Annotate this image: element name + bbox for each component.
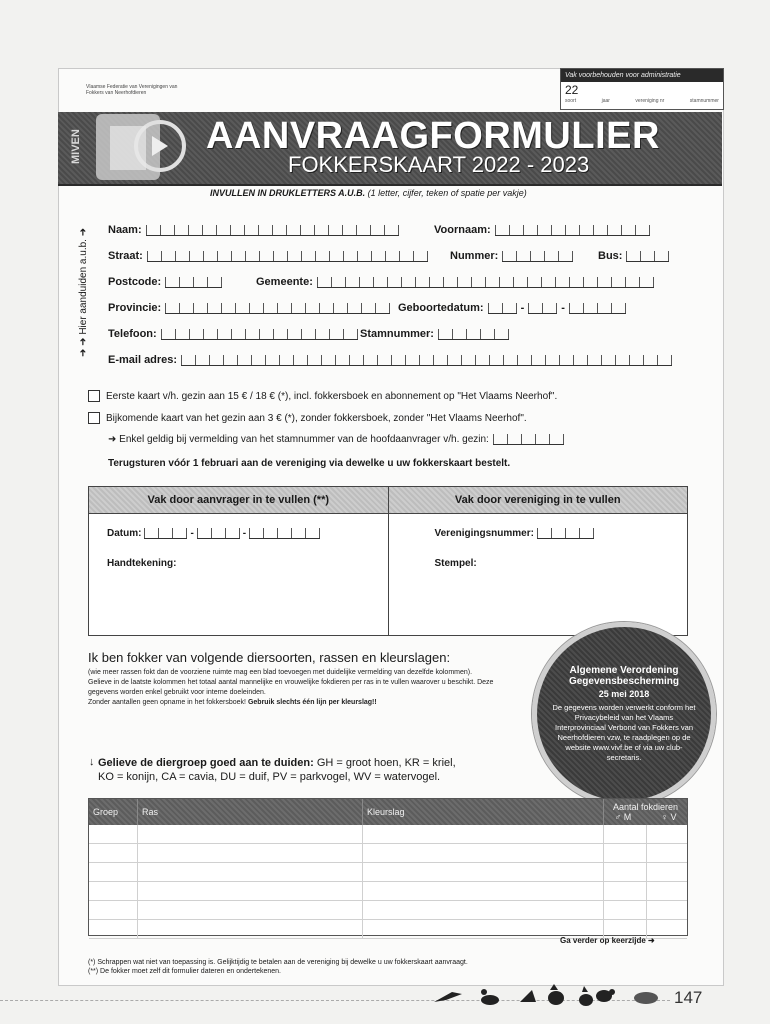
- bus-label: Bus:: [598, 250, 623, 262]
- straat-label: Straat:: [108, 250, 143, 262]
- gemeente-boxes[interactable]: [317, 277, 654, 288]
- club-column: [389, 514, 688, 635]
- provincie-boxes[interactable]: [165, 303, 390, 314]
- email-label: E-mail adres:: [108, 354, 178, 366]
- bus-field[interactable]: [598, 250, 669, 262]
- email-boxes[interactable]: [181, 355, 672, 366]
- footnote-1: (*) Schrappen wat niet van toepassing is. Gelijktijdig te betalen aan de vereniging bij dewelke u uw fokkerskaart aanvraagt.: [88, 959, 468, 966]
- handtekening-label: Handtekening:: [107, 558, 177, 569]
- verenigingsnummer-boxes[interactable]: [537, 528, 594, 539]
- telefoon-boxes[interactable]: [161, 329, 358, 340]
- main-applicant-boxes[interactable]: [493, 434, 564, 445]
- gemeente-label: Gemeente:: [256, 276, 313, 288]
- breeder-description: [88, 668, 508, 708]
- straat-boxes[interactable]: [147, 251, 428, 262]
- signature-section-header: [89, 487, 687, 514]
- table-row[interactable]: [89, 882, 687, 901]
- instructions-bold: INVULLEN IN DRUKLETTERS A.U.B.: [210, 188, 366, 198]
- breeder-title: Ik ben fokker van volgende diersoorten, rassen en kleurslagen:: [88, 650, 451, 665]
- group-legend-line1: GH = groot hoen, KR = kriel,: [313, 757, 456, 769]
- datum-label: Datum:: [107, 528, 142, 539]
- col-fokdieren: [604, 799, 687, 825]
- breeder-desc-1: (wie meer rassen fokt dan de voorziene ruimte mag een blad toevoegen met duidelijke vermelding van dezelfde kolommen).: [88, 669, 473, 676]
- nummer-field[interactable]: [450, 250, 573, 262]
- breeder-desc-3a: Zonder aantallen geen opname in het fokkersboek!: [88, 699, 248, 706]
- naam-field[interactable]: [108, 224, 399, 236]
- email-field[interactable]: [108, 354, 672, 366]
- footnote-2: (**) De fokker moet zelf dit formulier dateren en ondertekenen.: [88, 968, 281, 975]
- postcode-field[interactable]: [108, 276, 222, 288]
- federation-logo-icon: [92, 106, 188, 188]
- group-legend: [98, 756, 558, 784]
- club-box-header: Vak door vereniging in te vullen: [454, 494, 621, 506]
- admin-foot-label: jaar: [601, 98, 610, 104]
- instructions-rest: (1 letter, cijfer, teken of spatie per vakje): [365, 188, 527, 198]
- group-legend-bold: Gelieve de diergroep goed aan te duiden:: [98, 757, 314, 769]
- extra-card-label: Bijkomende kaart van het gezin aan 3 € (*), zonder fokkersboek, zonder "Het Vlaams Neerhof".: [106, 412, 527, 424]
- first-card-checkbox[interactable]: [88, 390, 100, 402]
- admin-box-header: Vak voorbehouden voor administratie: [561, 69, 723, 82]
- gemeente-field[interactable]: [256, 276, 654, 288]
- fokdieren-label: Aantal fokdieren: [612, 802, 679, 812]
- page-subtitle: FOKKERSKAART 2022 - 2023: [288, 152, 590, 177]
- gdpr-badge: [532, 622, 716, 806]
- telefoon-label: Telefoon:: [108, 328, 157, 340]
- table-row[interactable]: [89, 825, 687, 844]
- main-applicant-field[interactable]: [108, 434, 564, 445]
- breeds-table-rows: [89, 825, 687, 939]
- female-label: ♀ V: [661, 812, 677, 822]
- admin-foot-label: vereniging nr: [635, 98, 665, 104]
- geboortedatum-year-boxes[interactable]: [569, 303, 626, 314]
- option-first-card[interactable]: [88, 390, 557, 402]
- naam-boxes[interactable]: [146, 225, 399, 236]
- geboortedatum-day-boxes[interactable]: [488, 303, 517, 314]
- breeds-table: [88, 798, 688, 936]
- datum-month-boxes[interactable]: [197, 528, 240, 539]
- male-label: ♂ M: [614, 812, 632, 822]
- stamnummer-field[interactable]: [360, 328, 509, 340]
- datum-day-boxes[interactable]: [144, 528, 187, 539]
- gdpr-text: De gegevens worden verwerkt conform het Privacybeleid van het Vlaams Interprovinciaal Verbond van Fokkers van Neerhofdieren vzw, te raadplegen op de website www.vivf.be of via uw club-secretaris.: [552, 703, 696, 762]
- geboortedatum-field[interactable]: Geboortedatum: - -: [398, 302, 626, 314]
- datum-year-boxes[interactable]: [249, 528, 320, 539]
- admin-foot-label: stamnummer: [689, 98, 719, 104]
- table-row[interactable]: [89, 844, 687, 863]
- option-extra-card[interactable]: [88, 412, 527, 424]
- breeder-desc-3: [88, 698, 508, 708]
- admin-box-footer: [561, 98, 723, 104]
- return-instruction: Terugsturen vóór 1 februari aan de vereniging via dewelke u uw fokkerskaart bestelt.: [108, 458, 511, 469]
- datum-field[interactable]: Datum: - -: [107, 528, 320, 539]
- provincie-label: Provincie:: [108, 302, 162, 314]
- signature-section: [88, 486, 688, 636]
- main-applicant-label: ➜ Enkel geldig bij vermelding van het stamnummer van de hoofdaanvrager v/h. gezin:: [108, 434, 489, 445]
- society-name: Vlaamse Federatie van Verenigingen van Fokkers van Neerhofdieren: [86, 84, 178, 96]
- footnotes: [88, 958, 688, 976]
- postcode-label: Postcode:: [108, 276, 162, 288]
- fill-instructions: [210, 188, 630, 198]
- stamnummer-boxes[interactable]: [438, 329, 509, 340]
- side-note: ➜ ➜ Hier aanduiden a.u.b. ➜: [78, 227, 89, 357]
- col-groep: Groep: [89, 799, 138, 825]
- logo-side-text: MIVEN: [70, 129, 82, 165]
- provincie-field[interactable]: [108, 302, 390, 314]
- voornaam-boxes[interactable]: [495, 225, 650, 236]
- stempel-label: Stempel:: [434, 558, 477, 569]
- voornaam-label: Voornaam:: [434, 224, 491, 236]
- breeds-table-header: [89, 799, 687, 825]
- bus-boxes[interactable]: [626, 251, 669, 262]
- nummer-label: Nummer:: [450, 250, 499, 262]
- postcode-boxes[interactable]: [165, 277, 222, 288]
- gdpr-date: 25 mei 2018: [598, 689, 650, 699]
- arrow-down-icon: ↓: [89, 756, 95, 768]
- col-kleurslag: Kleurslag: [363, 799, 604, 825]
- continue-note: Ga verder op keerzijde ➜: [560, 936, 655, 945]
- table-row[interactable]: [89, 901, 687, 920]
- col-ras: Ras: [138, 799, 363, 825]
- applicant-box-header: Vak door aanvrager in te vullen (**): [89, 487, 389, 513]
- verenigingsnummer-field[interactable]: [435, 528, 594, 539]
- gdpr-title: Algemene Verordening Gegevensbescherming: [568, 665, 680, 687]
- admin-box-number: 22: [565, 83, 579, 97]
- admin-foot-label: soort: [565, 98, 577, 104]
- naam-label: Naam:: [108, 224, 142, 236]
- applicant-column: [89, 514, 389, 635]
- geboortedatum-label: Geboortedatum:: [398, 302, 484, 314]
- verenigingsnummer-label: Verenigingsnummer:: [434, 528, 534, 539]
- nummer-boxes[interactable]: [502, 251, 573, 262]
- stamnummer-label: Stamnummer:: [360, 328, 434, 340]
- page-number: 147: [674, 988, 703, 1007]
- telefoon-field[interactable]: [108, 328, 358, 340]
- signature-section-body: [89, 514, 687, 635]
- breeder-desc-2: Gelieve in de laatste kolommen het totaal aantal mannelijke en vrouwelijke fokdieren per ras in te vullen waarover u beschikt. Deze gegevens worden enkel gebruikt voor interne doeleinden.: [88, 679, 494, 696]
- table-row[interactable]: [89, 863, 687, 882]
- breeder-desc-3b: Gebruik slechts één lijn per kleurslag!!: [247, 699, 377, 706]
- group-legend-line2: KO = konijn, CA = cavia, DU = duif, PV = parkvogel, WV = watervogel.: [98, 771, 441, 783]
- extra-card-checkbox[interactable]: [88, 412, 100, 424]
- admin-box: [560, 68, 724, 110]
- animal-silhouettes-icon: [432, 984, 672, 1008]
- first-card-label: Eerste kaart v/h. gezin aan 15 € / 18 € (*), incl. fokkersboek en abonnement op "Het Vlaams Neerhof".: [106, 390, 558, 402]
- straat-field[interactable]: [108, 250, 428, 262]
- page-title: AANVRAAGFORMULIER: [206, 115, 660, 157]
- voornaam-field[interactable]: [434, 224, 650, 236]
- geboortedatum-month-boxes[interactable]: [528, 303, 557, 314]
